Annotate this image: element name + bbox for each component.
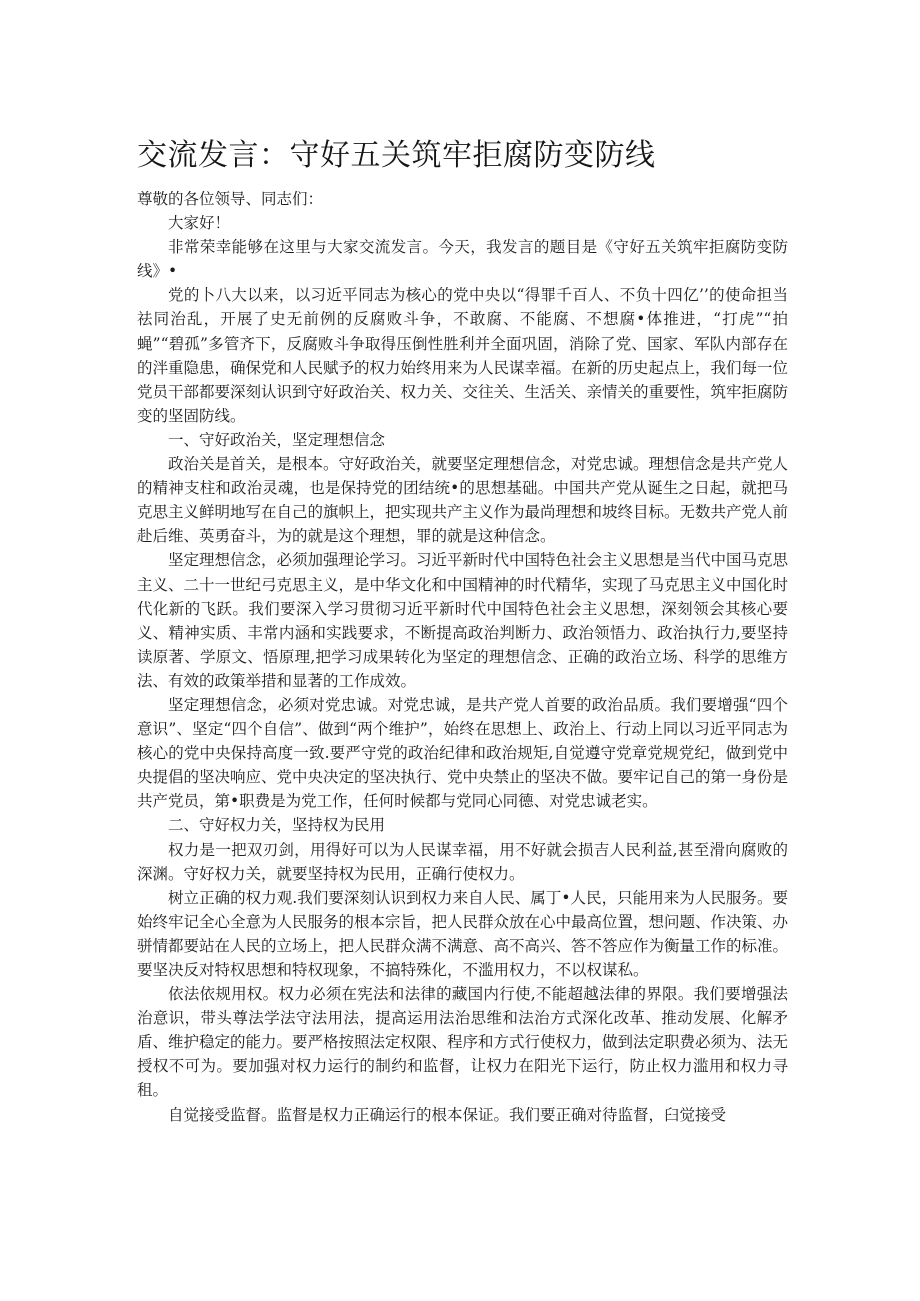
intro-paragraph: 非常荣幸能够在这里与大家交流发言。今天，我发言的题目是《守好五关筑牢拒腐防变防线》• xyxy=(137,238,788,281)
body-paragraph: 坚定理想信念，必须对党忠诚。对党忠诚，是共产党人首要的政治品质。我们要增强“四个意识”、坚定“四个自信”、做到“两个维护”，始终在思想上、政治上、行动上同以习近平同志为核心的党中央保持高度一致.要严守党的政治纪律和政治规矩,自觉遵守党章党规党纪，做到党中央提倡的坚决响应、党中央决定的坚决执行、党中央禁止的坚决不做。要牢记自己的第一身份是共产党员，第•职费是为党工作，任何时候都与党同心同德、对党忠诚老实。 xyxy=(137,695,789,811)
salutation: 尊敬的各位领导、同志们： xyxy=(137,190,324,208)
body-paragraph: 权力是一把双刃剑，用得好可以为人民谋幸福，用不好就会损吉人民利益,甚至滑向腐败的深渊。守好权力关，就要坚持权为民用，正确行使权力。 xyxy=(137,840,788,883)
document-body xyxy=(137,187,788,1127)
background-paragraph: 党的卜八大以来，以习近平同志为核心的党中央以“得罪千百人、不负十四亿’’的使命担当祛同治乱，开展了史无前例的反腐败斗争，不敢腐、不能腐、不想腐•体推进，“打虎”“拍蝇”“碧孤”多管齐下，反腐败斗争取得压倒性胜利并全面巩固，消除了党、国家、军队内部存在的泮重隐患，确保党和人民赋予的权力始终用来为人民谋幸福。在新的历史起点上，我们每一位党员干部都要深刻认识到守好政治关、权力关、交往关、生活关、亲情关的重要性，筑牢拒腐防变的坚固防线。 xyxy=(137,286,789,425)
body-paragraph: 依法依规用权。权力必须在宪法和法律的藏国内行使,不能超越法律的界限。我们要增强法治意识，带头尊法学法守法用法，提高运用法治思维和法治方式深化改革、推动发展、化解矛盾、维护稳定的能力。要严格按照法定权限、程序和方式行使权力，做到法定职费必须为、法无授权不可为。要加强对权力运行的制约和监督，让权力在阳光下运行，防止权力滥用和权力寻租。 xyxy=(137,985,789,1100)
document-title: 交流发言：守好五关筑牢拒腐防变防线 xyxy=(137,138,656,173)
body-paragraph: 树立正确的权力观.我们要深刻认识到权力来自人民、属丁•人民，只能用来为人民服务。要始终牢记全心全意为人民服务的根本宗旨，把人民群众放在心中最高位置，想问题、作决策、办骈情都要站在人民的立场上，把人民群众满不满意、高不高兴、答不答应作为衡量工作的标准。要坚决反对特权思想和特权现象，不搞特殊化，不滥用权力，不以权谋私。 xyxy=(137,888,789,979)
greeting-paragraph: 大家好！ xyxy=(168,214,231,233)
body-paragraph: 政治关是首关，是根本。守好政治关，就要坚定理想信念，对党忠诚。理想信念是共产党人的精神支柱和政治灵魂，也是保持党的团结统•的思想基础。中国共产党从诞生之日起，就把马克思主义鲜明地写在自己的旗帜上，把实现共产主义作为最尚理想和坡终目标。无数共产党人前赴后维、英勇奋斗，为的就是这个理想，罪的就是这种信念。 xyxy=(137,455,789,546)
section-heading-political: 一、守好政治关，坚定理想信念 xyxy=(168,430,386,449)
body-paragraph: 自觉接受监督。监督是权力正确运行的根本保证。我们要正确对待监督，臼觉接受 xyxy=(168,1105,727,1124)
section-heading-power: 二、守好权力关，坚持权为民用 xyxy=(168,816,386,835)
body-paragraph: 坚定理想信念，必须加强理论学习。习近平新时代中国特色社会主义思想是当代中国马克思主义、二十一世纪弓克思主义，是中华文化和中国精神的时代精华，实现了马克思主义中国化时代化新的飞跃。我们要深入学习贯彻习近平新时代中国特色社会主义思想，深刻领会其核心要义、精神实质、丰常内涵和实践要求，不断提高政治判断力、政治领悟力、政治执行力,要坚持读原著、学原文、悟原理,把学习成果转化为坚定的理想信念、正确的政治立场、科学的思维方法、有效的政策举措和显著的工作成效。 xyxy=(137,551,789,690)
